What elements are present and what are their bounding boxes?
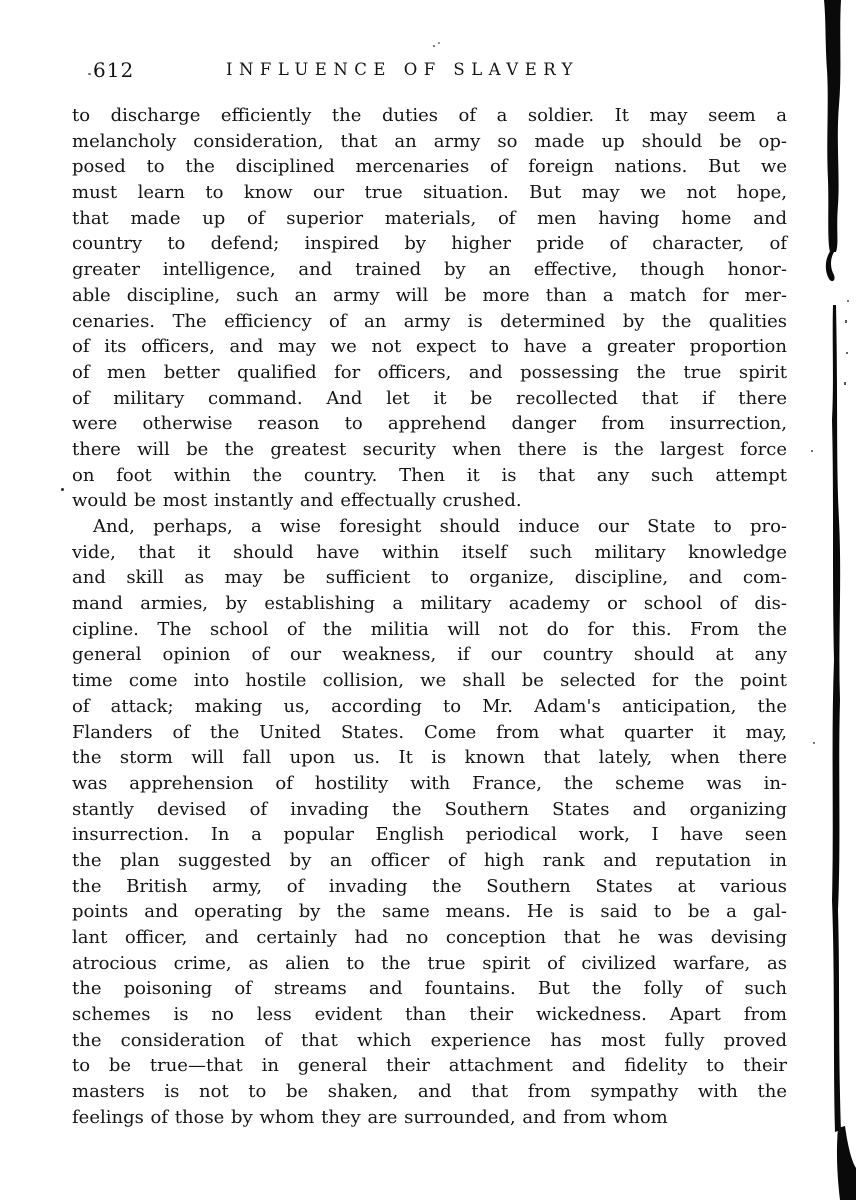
ink-speck [438, 42, 440, 44]
text-line: schemes is no less evident than their wickedness. Apart from [72, 1004, 787, 1026]
text-line: able discipline, such an army will be more than a match for mer- [72, 284, 787, 306]
text-line: general opinion of our weakness, if our country should at any [72, 644, 787, 666]
text-line: atrocious crime, as alien to the true spirit of civilized warfare, as [72, 952, 787, 974]
paragraph [72, 103, 787, 514]
text-line: was apprehension of hostility with France, the scheme was in- [72, 772, 787, 794]
text-line: the consideration of that which experience has most fully proved [72, 1029, 787, 1051]
text-line: the British army, of invading the Southern States at various [72, 875, 787, 897]
text-line: to be true—that in general their attachment and fidelity to their [72, 1055, 787, 1077]
text-line: and skill as may be sufficient to organize, discipline, and com- [72, 567, 787, 589]
text-line: of military command. And let it be recollected that if there [72, 387, 787, 409]
text-line: to discharge efficiently the duties of a soldier. It may seem a [72, 105, 787, 126]
text-line: the storm will fall upon us. It is known that lately, when there [72, 747, 787, 769]
text-line: the plan suggested by an officer of high rank and reputation in [72, 849, 787, 871]
text-line: And, perhaps, a wise foresight should induce our State to pro- [93, 516, 787, 537]
text-line: mand armies, by establishing a military academy or school of dis- [72, 593, 787, 615]
text-line: Flanders of the United States. Come from what quarter it may, [72, 721, 787, 743]
text-line: would be most instantly and effectually crushed. [72, 490, 522, 512]
text-line: that made up of superior materials, of men having home and [72, 207, 787, 229]
text-line: points and operating by the same means. He is said to be a gal- [72, 901, 787, 923]
text-line: posed to the disciplined mercenaries of foreign nations. But we [72, 156, 787, 178]
text-line: on foot within the country. Then it is that any such attempt [72, 464, 787, 486]
ink-speck [811, 450, 813, 452]
page-header [72, 56, 787, 84]
text-line: must learn to know our true situation. But may we not hope, [72, 182, 787, 204]
text-line: country to defend; inspired by higher pride of character, of [72, 233, 787, 255]
text-line: insurrection. In a popular English periodical work, I have seen [72, 824, 787, 846]
text-line: were otherwise reason to apprehend danger from insurrection, [72, 413, 787, 435]
text-line: cipline. The school of the militia will not do for this. From the [72, 618, 787, 640]
text-line: greater intelligence, and trained by an effective, though honor- [72, 259, 787, 281]
text-line: masters is not to be shaken, and that from sympathy with the [72, 1081, 787, 1103]
text-line: feelings of those by whom they are surrounded, and from whom [72, 1106, 668, 1128]
text-line: there will be the greatest security when there is the largest force [72, 438, 787, 460]
text-line: of men better qualified for officers, and possessing the true spirit [72, 361, 787, 383]
text-line: time come into hostile collision, we shall be selected for the point [72, 670, 787, 692]
text-line: melancholy consideration, that an army so made up should be op- [72, 130, 787, 152]
text-line: vide, that it should have within itself such military knowledge [72, 541, 787, 563]
text-line: of its officers, and may we not expect to have a greater proportion [72, 336, 787, 358]
ink-speck [61, 488, 64, 491]
paragraph [72, 514, 787, 1131]
text-line: lant officer, and certainly had no conception that he was devising [72, 927, 787, 948]
running-head: INFLUENCE OF SLAVERY [225, 60, 580, 79]
page-number: 612 [93, 58, 135, 82]
ink-speck [433, 45, 435, 47]
text-line: the poisoning of streams and fountains. But the folly of such [72, 978, 787, 1000]
ink-speck [813, 742, 815, 744]
text-line: of attack; making us, according to Mr. Adam's anticipation, the [72, 695, 787, 717]
text-block [72, 103, 787, 1131]
text-line: cenaries. The efficiency of an army is determined by the qualities [72, 310, 787, 332]
text-line: stantly devised of invading the Southern States and organizing [72, 798, 787, 820]
